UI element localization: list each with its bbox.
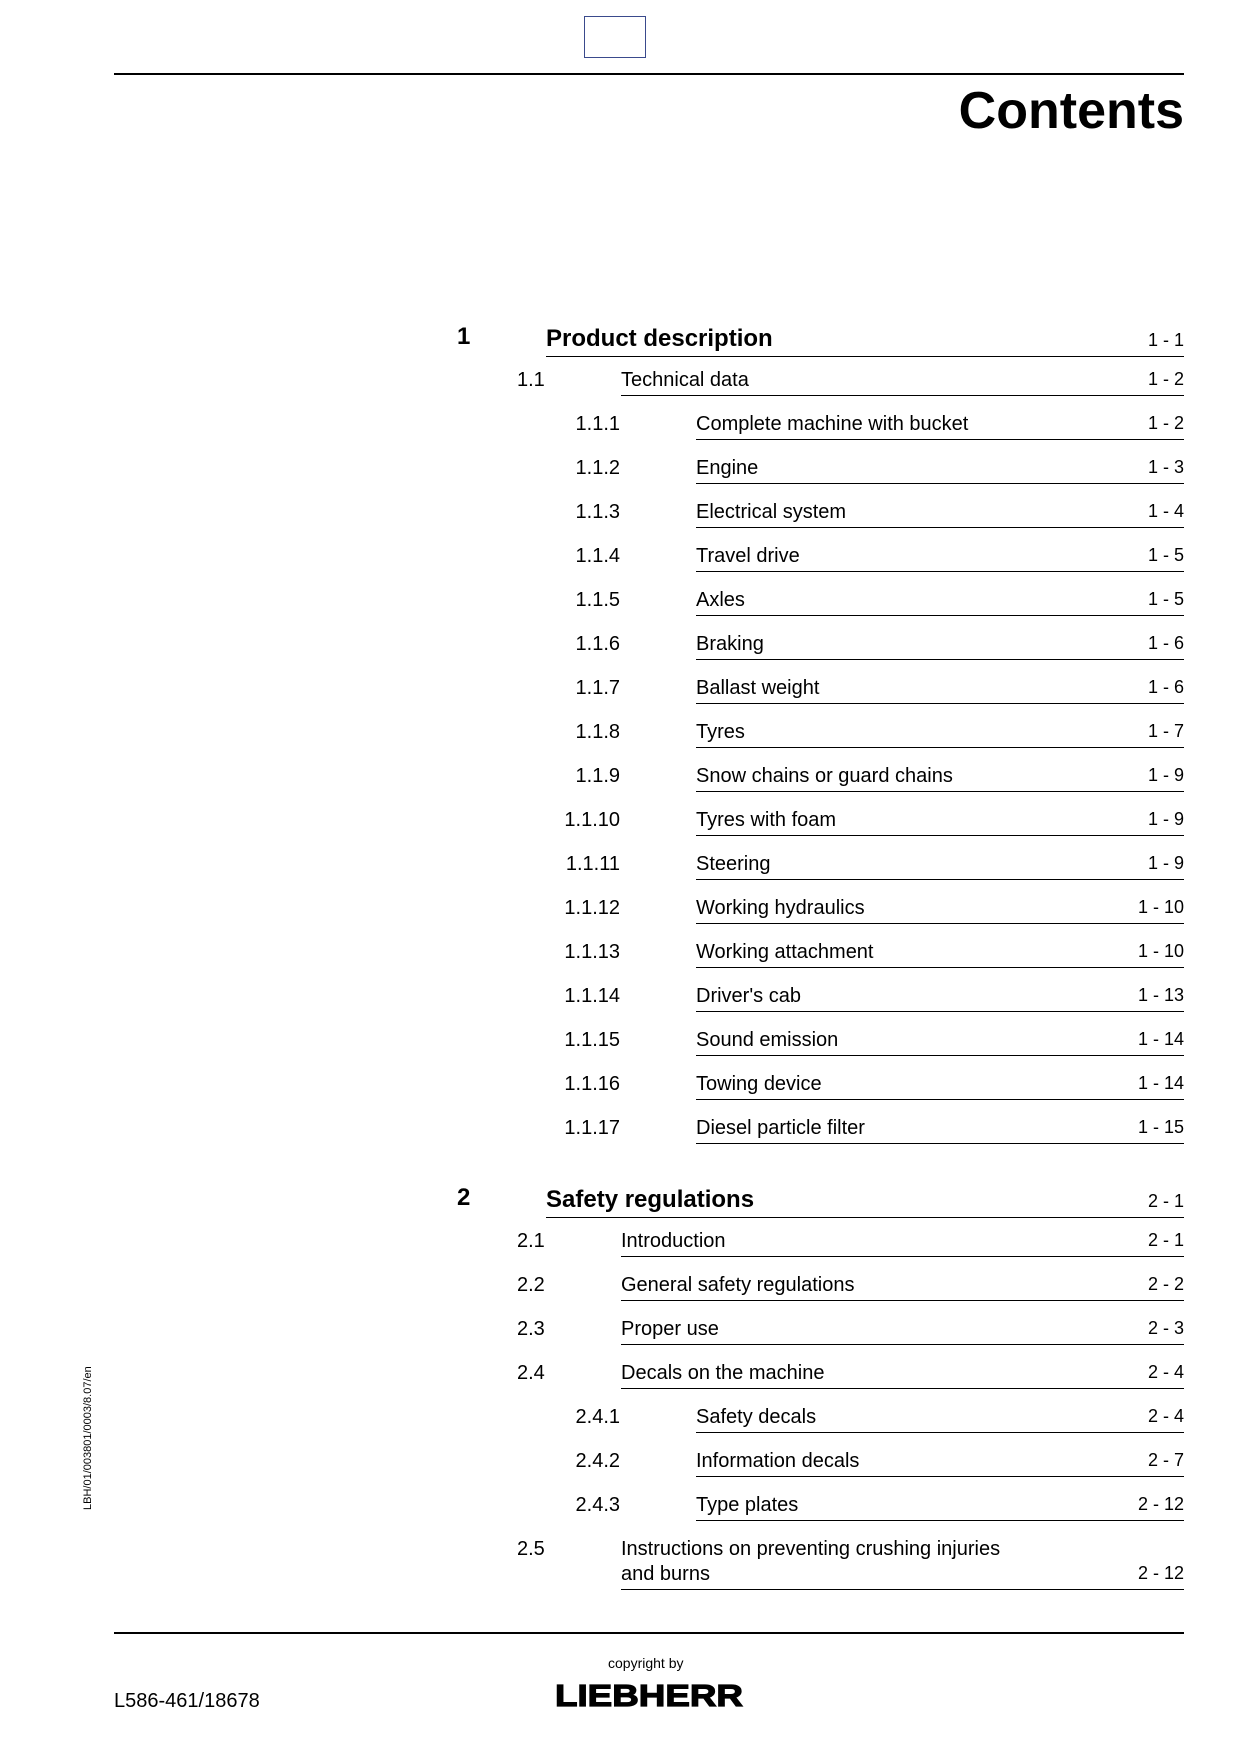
toc-entry-title-row (696, 411, 1184, 440)
toc-entry-number: 1.1.11 (565, 853, 620, 875)
toc-entry-number: 2.4.1 (575, 1406, 620, 1428)
toc-entry-number: 1.1.13 (564, 941, 620, 963)
toc-entry-title: Axles (696, 589, 745, 611)
toc-entry-number: 1 (457, 323, 471, 350)
toc-entry-number: 2.4 (517, 1362, 545, 1384)
toc-entry-title: Sound emission (696, 1029, 839, 1051)
toc-entry-number: 1.1.3 (575, 501, 620, 523)
toc-entry-title-row (696, 587, 1184, 616)
toc-entry-page: 1 - 4 (1147, 501, 1184, 521)
toc-entry-page: 2 - 12 (1137, 1494, 1184, 1514)
toc-entry-number: 2.1 (517, 1230, 545, 1252)
copyright-label: copyright by (608, 1655, 684, 1671)
toc-entry-title: Proper use (621, 1318, 719, 1340)
toc-entry-title: Engine (696, 457, 759, 479)
toc-entry-number: 1.1.5 (575, 589, 620, 611)
toc-entry-title: Information decals (696, 1450, 860, 1472)
toc-entry-title: Decals on the machine (621, 1362, 825, 1384)
toc-entry-title: Tyres (696, 721, 745, 743)
toc-entry-page: 1 - 9 (1147, 809, 1184, 829)
toc-entry-title-row (546, 323, 1184, 357)
toc-entry-title: Complete machine with bucket (696, 413, 969, 435)
toc-entry-page: 1 - 14 (1137, 1029, 1184, 1049)
toc-entry-page: 1 - 2 (1147, 369, 1184, 389)
toc-entry-title: Instructions on preventing crushing injuries and burns (621, 1538, 1001, 1585)
toc-entry-number: 1.1.6 (575, 633, 620, 655)
toc-entry-title-row (621, 1272, 1184, 1301)
toc-entry-page: 1 - 14 (1137, 1073, 1184, 1093)
toc-entry-title-row (546, 1184, 1184, 1218)
toc-entry-title: General safety regulations (621, 1274, 855, 1296)
toc-entry-title-row (696, 455, 1184, 484)
toc-entry-number: 1.1.17 (564, 1117, 620, 1139)
toc-entry-title-row (696, 807, 1184, 836)
liebherr-logo (552, 1680, 746, 1710)
toc-entry-title: Electrical system (696, 501, 847, 523)
toc-entry-page: 2 - 3 (1147, 1318, 1184, 1338)
toc-entry-title-row (696, 1448, 1184, 1477)
toc-entry-title-row (696, 631, 1184, 660)
toc-entry-page: 1 - 10 (1137, 941, 1184, 961)
toc-entry-title-row (696, 719, 1184, 748)
logo-text: LIEBHERR (555, 1680, 743, 1710)
toc-entry-title: Safety decals (696, 1406, 817, 1428)
toc-entry-number: 2.4.3 (575, 1494, 620, 1516)
toc-entry-page: 2 - 7 (1147, 1450, 1184, 1470)
toc-entry-page: 1 - 9 (1147, 765, 1184, 785)
toc-entry-title: Braking (696, 633, 764, 655)
toc-entry-title-row (696, 983, 1184, 1012)
toc-entry-title-row (696, 763, 1184, 792)
toc-entry-title: Working hydraulics (696, 897, 865, 919)
toc-entry-title-row (696, 543, 1184, 572)
toc-entry-title: Introduction (621, 1230, 726, 1252)
toc-entry-page: 2 - 1 (1147, 1191, 1184, 1211)
toc-entry-page: 1 - 15 (1137, 1117, 1184, 1137)
toc-entry-title: Product description (546, 325, 773, 352)
toc-entry-title: Driver's cab (696, 985, 801, 1007)
toc-entry-page: 1 - 2 (1147, 413, 1184, 433)
toc-entry-page: 1 - 6 (1147, 633, 1184, 653)
toc-entry-number: 1.1.12 (564, 897, 620, 919)
side-reference: LBH/01/003801/0003/8.07/en (82, 1366, 94, 1510)
page-title: Contents (958, 82, 1184, 140)
toc-entry-title-row (696, 1115, 1184, 1144)
toc-entry-title-row (621, 1316, 1184, 1345)
toc-entry-title: Diesel particle filter (696, 1117, 865, 1139)
toc-entry-title-row (696, 1404, 1184, 1433)
toc-entry-page: 1 - 7 (1147, 721, 1184, 741)
toc-entry-title: Technical data (621, 369, 749, 391)
toc-entry-number: 1.1.8 (575, 721, 620, 743)
toc-entry-title: Travel drive (696, 545, 800, 567)
toc-entry-number: 1.1.1 (575, 413, 620, 435)
toc-entry-number: 1.1 (517, 369, 545, 391)
toc-entry-title-row (621, 1228, 1184, 1257)
toc-entry-page: 2 - 1 (1147, 1230, 1184, 1250)
toc-entry-number: 1.1.15 (564, 1029, 620, 1051)
toc-entry-page: 1 - 9 (1147, 853, 1184, 873)
toc-entry-title-row (696, 1027, 1184, 1056)
toc-entry-number: 2.3 (517, 1318, 545, 1340)
toc-entry-page: 1 - 13 (1137, 985, 1184, 1005)
toc-entry-title-row (696, 675, 1184, 704)
document-id: L586-461/18678 (114, 1690, 260, 1712)
toc-entry-number: 1.1.4 (575, 545, 620, 567)
toc-entry-page: 2 - 12 (1137, 1563, 1184, 1583)
toc-entry-number: 1.1.10 (564, 809, 620, 831)
toc-entry-number: 1.1.2 (575, 457, 620, 479)
toc-entry-page: 1 - 5 (1147, 545, 1184, 565)
toc-entry-page: 1 - 10 (1137, 897, 1184, 917)
toc-entry-number: 2.2 (517, 1274, 545, 1296)
toc-entry-page: 1 - 6 (1147, 677, 1184, 697)
toc-entry-title-row (621, 1536, 1184, 1590)
toc-entry-page: 1 - 3 (1147, 457, 1184, 477)
toc-entry-number: 2.4.2 (575, 1450, 620, 1472)
toc-entry-page: 2 - 4 (1147, 1362, 1184, 1382)
toc-entry-title-row (621, 367, 1184, 396)
toc-entry-title-row (696, 895, 1184, 924)
toc-entry-title: Type plates (696, 1494, 799, 1516)
toc-entry-title-row (696, 1071, 1184, 1100)
toc-entry-title-row (621, 1360, 1184, 1389)
toc-entry-title-row (696, 1492, 1184, 1521)
toc-entry-number: 1.1.9 (575, 765, 620, 787)
toc-entry-title: Safety regulations (546, 1186, 755, 1213)
toc-entry-title: Working attachment (696, 941, 874, 963)
toc-entry-page: 1 - 1 (1147, 330, 1184, 350)
toc-entry-number: 1.1.16 (564, 1073, 620, 1095)
toc-entry-title-row (696, 499, 1184, 528)
toc-entry-page: 1 - 5 (1147, 589, 1184, 609)
toc-entry-title-row (696, 851, 1184, 880)
toc-entry-title-row (696, 939, 1184, 968)
toc-entry-title: Towing device (696, 1073, 822, 1095)
toc-entry-title: Ballast weight (696, 677, 820, 699)
toc-entry-page: 2 - 2 (1147, 1274, 1184, 1294)
footer-rule (114, 1632, 1184, 1634)
toc-entry-number: 1.1.7 (575, 677, 620, 699)
toc-entry-page: 2 - 4 (1147, 1406, 1184, 1426)
toc-entry-title: Steering (696, 853, 771, 875)
toc-entry-number: 2 (457, 1184, 471, 1211)
toc-entry-title: Snow chains or guard chains (696, 765, 953, 787)
toc-entry-title: Tyres with foam (696, 809, 837, 831)
toc-entry-number: 1.1.14 (564, 985, 620, 1007)
toc-entry-number: 2.5 (517, 1538, 545, 1560)
